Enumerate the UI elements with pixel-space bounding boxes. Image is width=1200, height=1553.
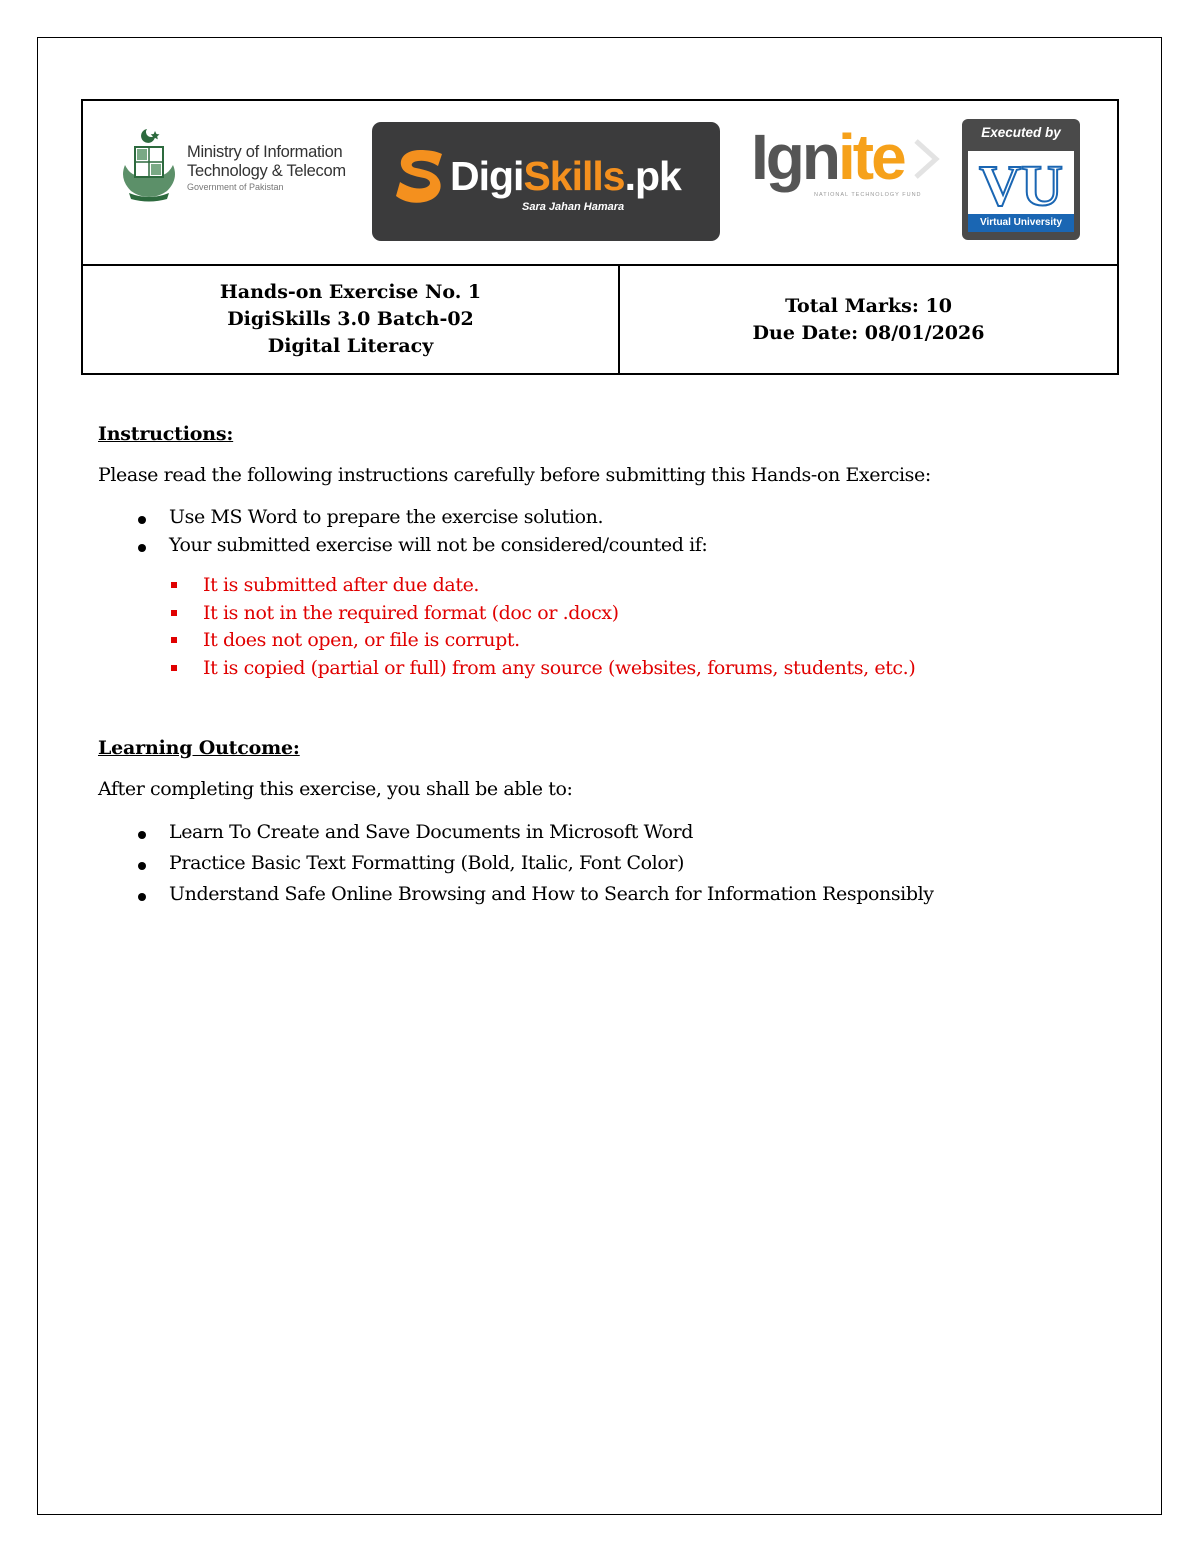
vu-mark-icon (974, 155, 1068, 211)
digiskills-logo (372, 122, 720, 241)
condition-text: It is submitted after due date. (203, 574, 480, 596)
ignite-highlight: ite (837, 121, 904, 193)
square-bullet-icon (171, 582, 177, 588)
square-bullet-icon (171, 610, 177, 616)
ignite-arrow-icon (914, 139, 940, 179)
instructions-heading: Instructions: (98, 423, 234, 445)
ministry-text (187, 143, 346, 193)
digiskills-highlight: Skills (523, 153, 625, 199)
pakistan-emblem-icon (117, 125, 181, 205)
bullet-icon (138, 516, 146, 524)
list-item-text: Use MS Word to prepare the exercise solution. (169, 506, 604, 528)
condition-text: It does not open, or file is corrupt. (203, 629, 520, 651)
list-item-text: Learn To Create and Save Documents in Microsoft Word (169, 821, 694, 843)
due-date: Due Date: 08/01/2026 (752, 321, 985, 344)
bullet-icon (138, 544, 146, 552)
instructions-list (0, 506, 708, 562)
ministry-line-2: Technology & Telecom (187, 162, 346, 180)
list-item (169, 821, 934, 852)
conditions-list (0, 574, 916, 684)
bullet-icon (138, 893, 146, 901)
logo-row (83, 101, 1117, 266)
marks-info (620, 266, 1117, 373)
ignite-prefix: Ign (751, 121, 838, 193)
list-item (169, 883, 934, 914)
ignite-logo (748, 121, 938, 201)
condition-item (203, 657, 915, 685)
digiskills-tagline: Sara Jahan Hamara (522, 201, 625, 213)
course-name: Digital Literacy (267, 335, 434, 357)
bullet-icon (138, 862, 146, 870)
list-item-text: Practice Basic Text Formatting (Bold, Italic, Font Color) (169, 852, 685, 874)
digiskills-suffix: .pk (624, 153, 681, 199)
list-item-text: Understand Safe Online Browsing and How to Search for Information Responsibly (169, 883, 934, 905)
header-table (81, 99, 1119, 375)
square-bullet-icon (171, 637, 177, 643)
list-item (169, 534, 707, 562)
ministry-logo (117, 125, 367, 205)
list-item-text: Your submitted exercise will not be considered/counted if: (169, 534, 708, 556)
learning-outcome-intro: After completing this exercise, you shall be able to: (98, 778, 573, 800)
digiskills-prefix: Digi (450, 153, 524, 199)
exercise-info (83, 266, 620, 373)
condition-item (203, 629, 915, 657)
learning-outcome-list (0, 821, 934, 914)
learning-outcome-heading: Learning Outcome: (98, 737, 300, 759)
ignite-wordmark (751, 121, 904, 193)
batch-label: DigiSkills 3.0 Batch-02 (227, 308, 474, 330)
digiskills-s-icon (390, 146, 450, 208)
vu-inner (968, 151, 1074, 232)
list-item (169, 506, 707, 534)
vu-logo (962, 119, 1080, 240)
condition-item (203, 602, 915, 630)
vu-mark-text: VU (979, 155, 1063, 211)
square-bullet-icon (171, 665, 177, 671)
ministry-line-1: Ministry of Information (187, 143, 343, 161)
digiskills-wordmark (450, 152, 681, 200)
vu-executed-by: Executed by (981, 125, 1061, 140)
condition-item (203, 574, 915, 602)
condition-text: It is not in the required format (doc or .docx) (203, 601, 619, 624)
exercise-title: Hands-on Exercise No. 1 (219, 281, 482, 303)
list-item (169, 852, 934, 883)
ignite-subtitle: NATIONAL TECHNOLOGY FUND (814, 192, 922, 198)
ministry-line-3: Government of Pakistan (187, 182, 284, 192)
total-marks: Total Marks: 10 (785, 294, 952, 317)
condition-text: It is copied (partial or full) from any source (websites, forums, students, etc.) (203, 656, 916, 679)
instructions-intro: Please read the following instructions carefully before submitting this Hands-on Exercise: (98, 464, 931, 486)
bullet-icon (138, 831, 146, 839)
vu-name: Virtual University (968, 214, 1074, 232)
